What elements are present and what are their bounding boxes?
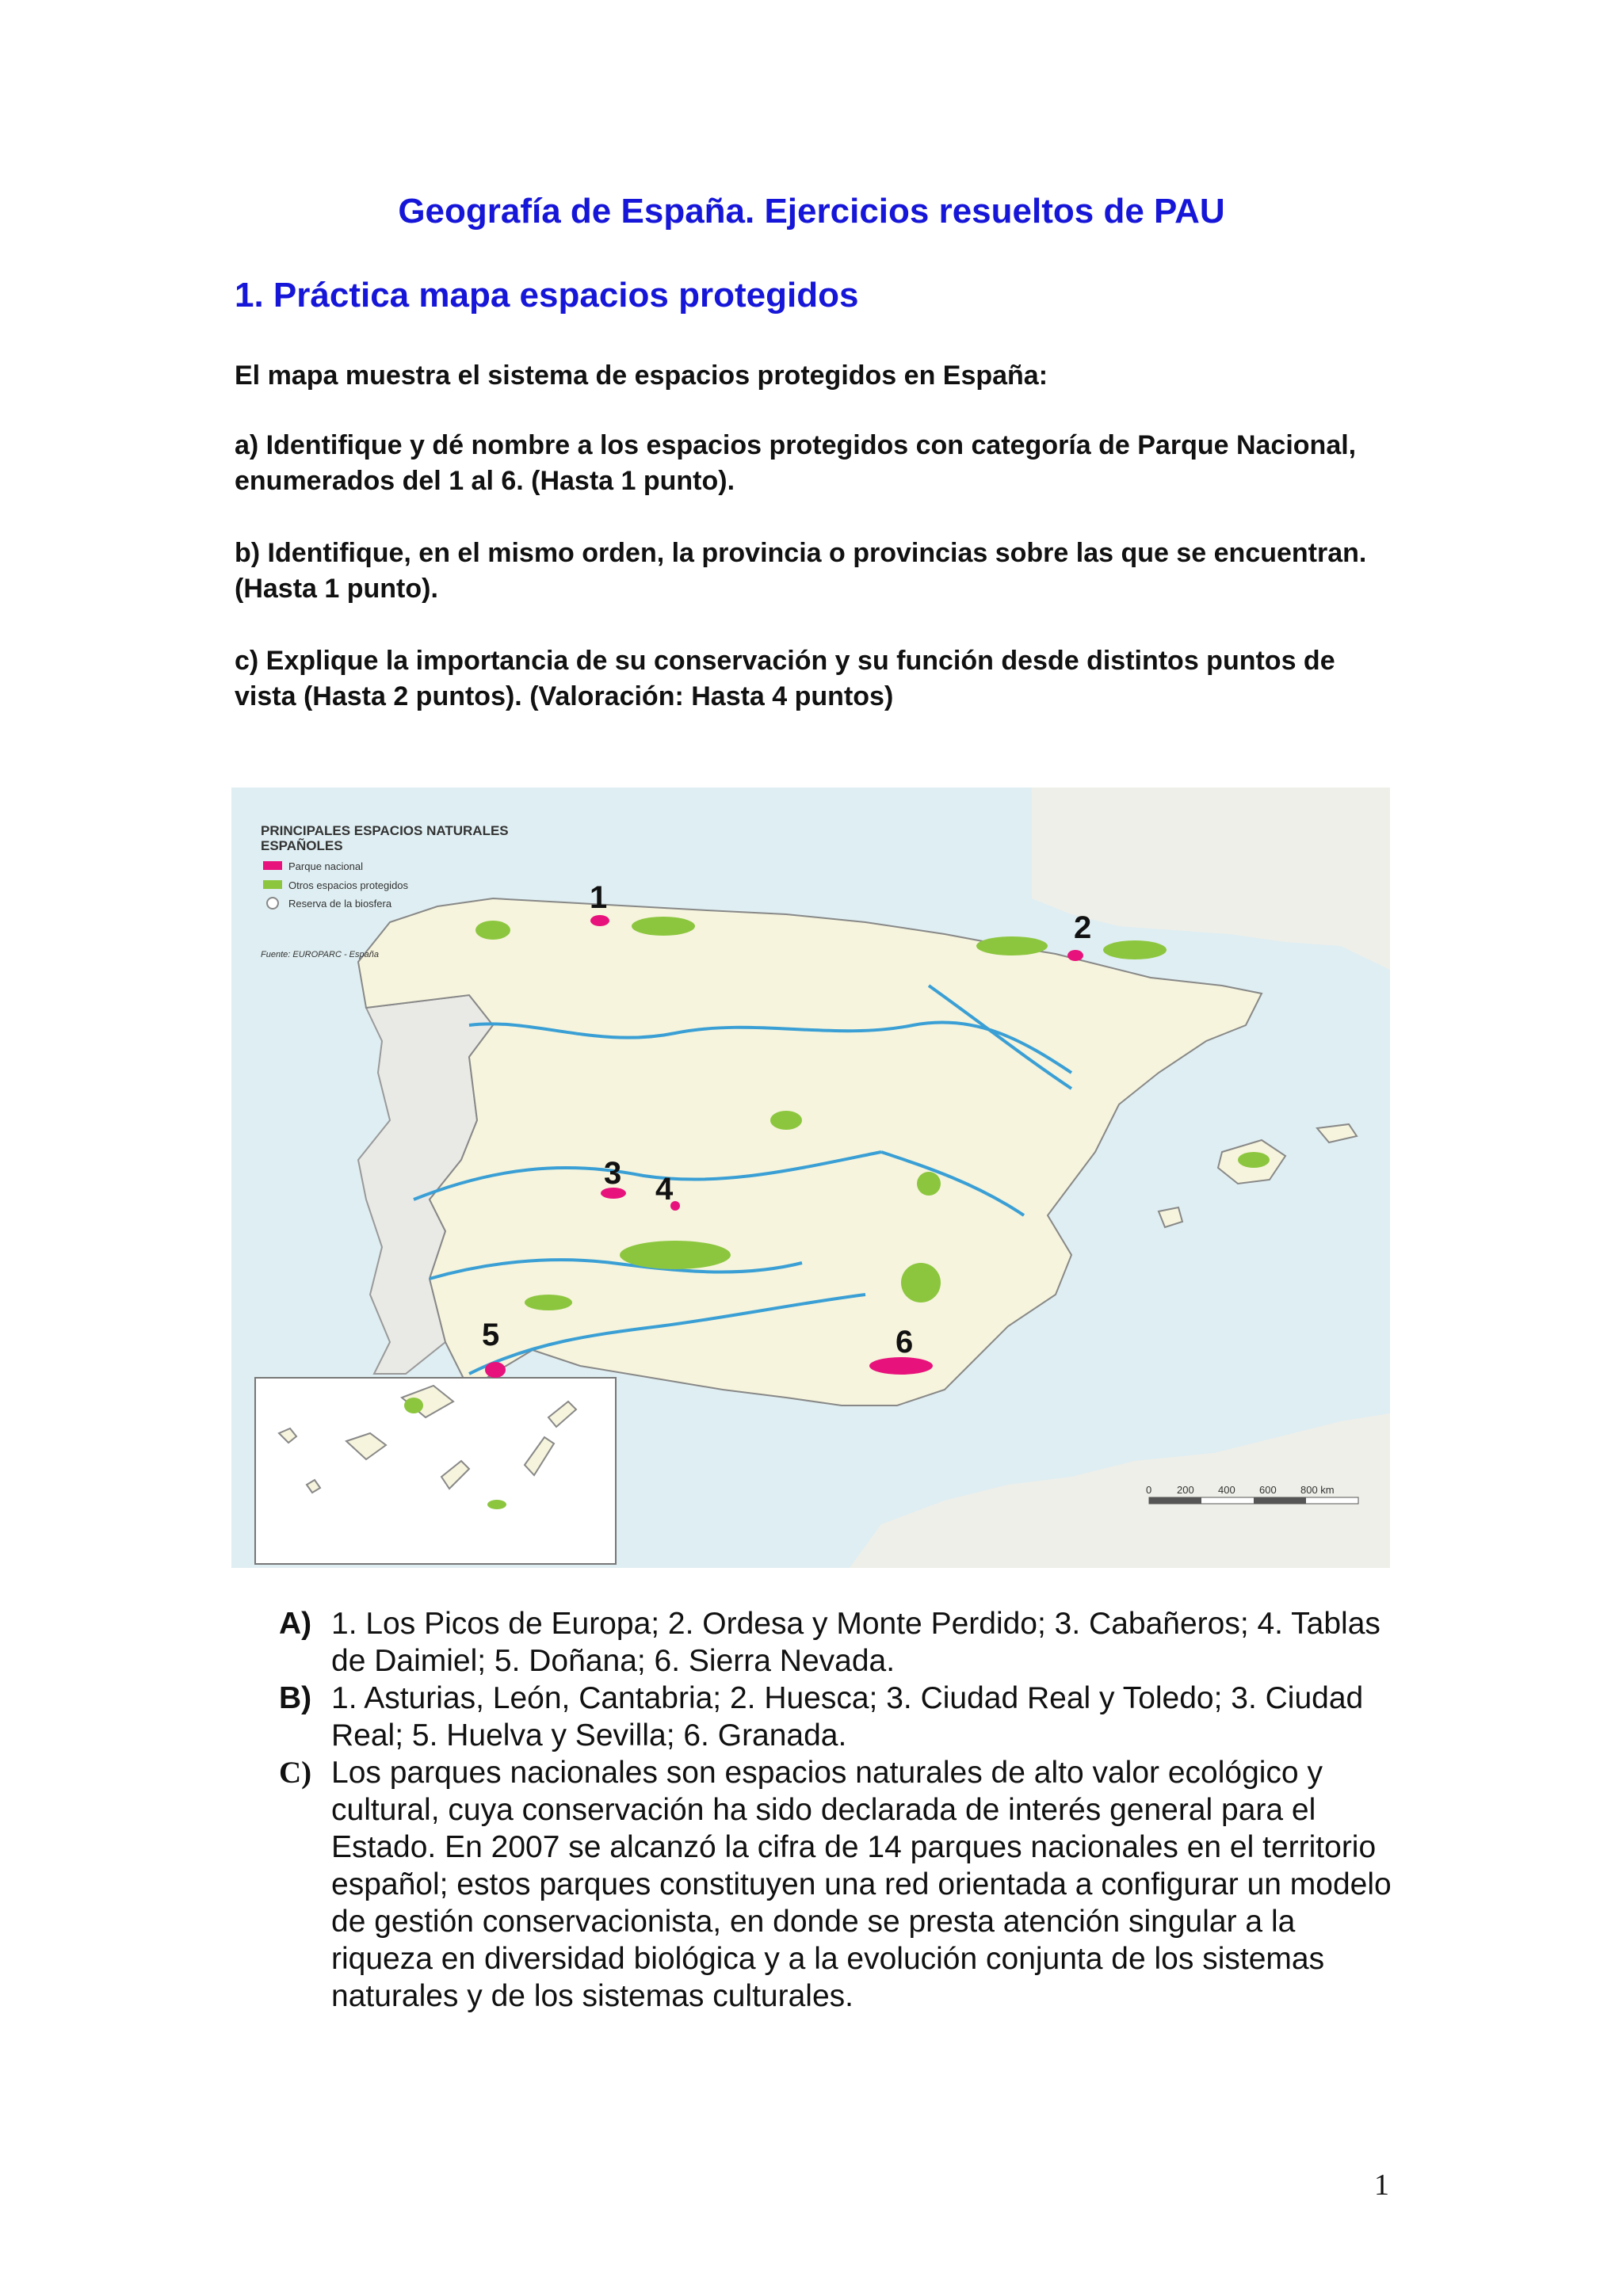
document-title: Geografía de España. Ejercicios resueltos de PAU	[398, 192, 1225, 231]
legend-swatch-biosphere	[267, 898, 278, 909]
map-source: Fuente: EUROPARC - España	[261, 950, 379, 959]
answer-b	[279, 1680, 1404, 1754]
map-marker-2: 2	[1074, 910, 1092, 945]
legend-label-other-protected: Otros espacios protegidos	[288, 879, 409, 891]
question-c: c) Explique la importancia de su conservación y su función desde distintos puntos de vista (Hasta 2 puntos). (Valoración: Hasta 4 puntos)	[235, 646, 1335, 711]
scale-label-600: 600	[1259, 1484, 1277, 1496]
page-number: 1	[1374, 2168, 1389, 2202]
map-title-line1: PRINCIPALES ESPACIOS NATURALES	[261, 823, 509, 838]
answers-list	[279, 1605, 1404, 2015]
answer-a	[279, 1605, 1404, 1680]
answer-c	[279, 1754, 1404, 2015]
map-marker-1: 1	[590, 880, 608, 915]
legend-label-biosphere: Reserva de la biosfera	[288, 898, 392, 910]
section-heading: 1. Práctica mapa espacios protegidos	[235, 276, 859, 315]
answer-c-text: Los parques nacionales son espacios naturales de alto valor ecológico y cultural, cuya conservación ha sido declarada de interés general para el Estado. En 2007 se alcanzó la cifra de 14 parques nacionales en el territorio español; estos parques constituyen una red orientada a configurar un modelo de gestión conservacionista, en donde se presta atención singular a la riqueza en diversidad biológica y a la evolución conjunta de los sistemas naturales y de los sistemas culturales.	[331, 1756, 1392, 2013]
national-park-5	[485, 1362, 506, 1378]
answer-b-letter: B)	[279, 1681, 312, 1715]
national-park-2	[1067, 950, 1083, 961]
answer-a-letter: A)	[279, 1607, 312, 1641]
scale-label-400: 400	[1218, 1484, 1235, 1496]
national-park-6	[869, 1357, 933, 1375]
map-marker-5: 5	[482, 1318, 500, 1352]
question-intro: El mapa muestra el sistema de espacios protegidos en España:	[235, 360, 1048, 391]
map-marker-6: 6	[896, 1325, 914, 1360]
scale-label-200: 200	[1177, 1484, 1194, 1496]
map-marker-4: 4	[655, 1172, 674, 1207]
national-park-1	[590, 915, 609, 926]
map-title-line2: ESPAÑOLES	[261, 838, 343, 853]
scale-label-800: 800 km	[1300, 1484, 1335, 1496]
map-marker-3: 3	[604, 1156, 622, 1191]
legend-label-national-park: Parque nacional	[288, 860, 363, 872]
answer-b-text: 1. Asturias, León, Cantabria; 2. Huesca; 3. Ciudad Real y Toledo; 3. Ciudad Real; 5. Huelva y Sevilla; 6. Granada.	[331, 1681, 1364, 1753]
legend-swatch-national-park	[263, 861, 282, 870]
scale-label-0: 0	[1146, 1484, 1152, 1496]
protected-areas-map	[231, 788, 1390, 1568]
answer-c-letter: C)	[279, 1756, 312, 1790]
question-b: b) Identifique, en el mismo orden, la provincia o provincias sobre las que se encuentran. (Hasta 1 punto).	[235, 538, 1367, 604]
question-a: a) Identifique y dé nombre a los espacios protegidos con categoría de Parque Nacional, enumerados del 1 al 6. (Hasta 1 punto).	[235, 430, 1357, 496]
legend-swatch-other-protected	[263, 880, 282, 889]
answer-a-text: 1. Los Picos de Europa; 2. Ordesa y Monte Perdido; 3. Cabañeros; 4. Tablas de Daimiel; 5. Doñana; 6. Sierra Nevada.	[331, 1607, 1381, 1678]
